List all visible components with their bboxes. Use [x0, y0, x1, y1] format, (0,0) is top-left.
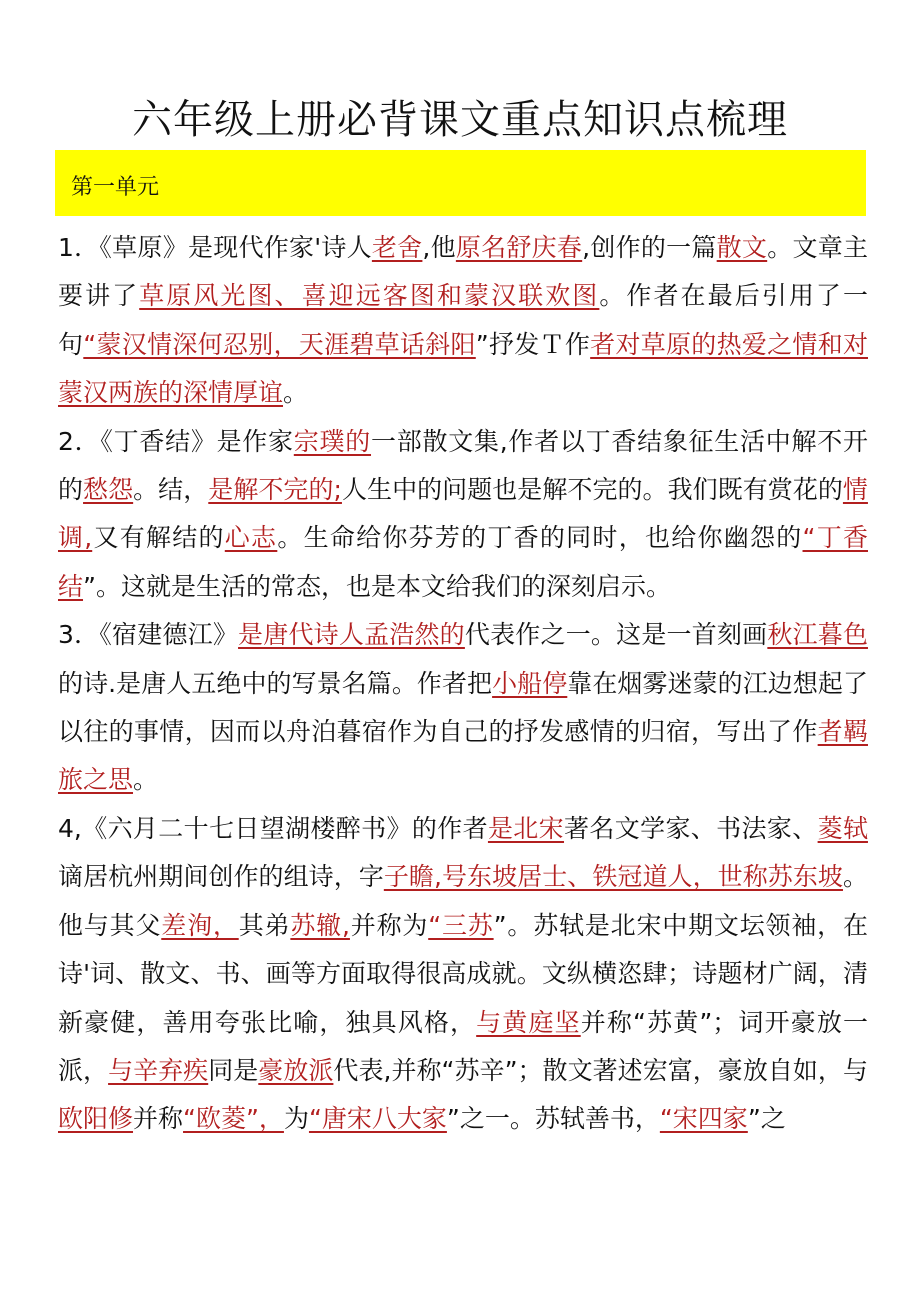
text-segment: 。文章主要讲了	[58, 233, 868, 311]
paragraph-3	[58, 611, 868, 805]
highlighted-phrase: 菱轼	[817, 813, 868, 843]
text-segment: ”之	[747, 1104, 786, 1134]
unit-label: 第一单元	[71, 175, 160, 200]
text-segment: 并称	[133, 1104, 184, 1134]
text-segment: ”。苏轼是北宋中期文坛领袖，在诗'词、散文、书、画等方面取得很高成就。文纵横恣肆；诗题材广阔，清新豪健，善用夸张比喻，独具风格，	[58, 910, 868, 1037]
highlighted-phrase: 情调,	[58, 475, 868, 553]
highlighted-phrase: 草原风光图、喜迎远客图和蒙汉联欢图	[139, 281, 600, 311]
text-segment: 4,《六月二十七日望湖楼醉书》的作者	[58, 813, 488, 843]
text-segment: 。	[133, 765, 159, 795]
highlighted-phrase: 宗璞的	[293, 426, 372, 456]
highlighted-phrase: 原名舒庆春	[455, 233, 583, 262]
text-segment: 著名文学家、书法家、	[564, 813, 818, 843]
text-segment: 代表,并称“苏辛”；散文著述宏富，豪放自如，与	[333, 1055, 868, 1085]
text-segment: 同是	[208, 1055, 259, 1085]
text-segment: 。结，	[133, 475, 209, 505]
highlighted-phrase: 子瞻,号东坡居士、铁冠道人，世称苏东坡	[383, 862, 843, 892]
text-segment: 又有解结的	[92, 523, 225, 553]
highlighted-phrase: 秋江暮色	[767, 620, 868, 650]
text-segment: 3．《宿建德江》	[58, 620, 239, 650]
highlighted-phrase: 小船停	[492, 668, 568, 698]
text-segment: ,他	[422, 233, 456, 262]
text-segment: 并称“苏黄”；词开豪放一派，	[58, 1007, 868, 1085]
text-segment: 2．《丁香结》是作家	[58, 426, 294, 456]
paragraph-1	[58, 224, 868, 418]
text-segment: 。	[283, 378, 309, 408]
text-segment: 。生命给你芬芳的丁香的同时，也给你幽怨的	[277, 523, 803, 553]
text-segment: ”抒发Ｔ作	[475, 329, 591, 359]
text-segment: 为	[283, 1104, 309, 1134]
highlighted-phrase: 苏辙,	[290, 910, 350, 940]
text-segment: 。作者在最后引用了一句	[58, 281, 868, 359]
article-body	[58, 224, 868, 1144]
text-segment: 一部散文集,作者以丁香结象征生活中解不开的	[58, 426, 868, 505]
highlighted-phrase: “唐宋八大家	[308, 1104, 447, 1134]
text-segment: 靠在烟雾迷蒙的江边想起了以往的事情，因而以舟泊暮宿作为自己的抒发感情的归宿，写出了作	[58, 668, 868, 747]
text-segment: 。他与其父	[58, 862, 868, 940]
highlighted-phrase: 者对草原的热爱之情和对蒙汉两族的深情厚谊	[58, 329, 868, 408]
text-segment: 人生中的问题也是解不完的。我们既有赏花的	[341, 475, 843, 505]
highlighted-phrase: 欧阳修	[58, 1104, 134, 1134]
text-segment: 的诗.是唐人五绝中的写景名篇。作者把	[58, 668, 493, 698]
text-segment: ”之一。苏轼善书，	[446, 1104, 660, 1134]
highlighted-phrase: 愁怨	[83, 475, 134, 505]
highlighted-phrase: 心志	[224, 523, 278, 553]
unit-header	[55, 150, 866, 216]
highlighted-phrase: 豪放派	[258, 1055, 334, 1085]
highlighted-phrase: “丁香结	[58, 523, 868, 601]
page-title: 六年级上册必背课文重点知识点梳理	[132, 97, 788, 143]
highlighted-phrase: 是北宋	[487, 813, 565, 843]
paragraph-2	[58, 418, 868, 612]
text-segment: 1．《草原》是现代作家'诗人	[58, 233, 372, 262]
highlighted-phrase: 者羁旅之思	[58, 717, 868, 795]
highlighted-phrase: “三苏	[428, 910, 494, 940]
text-segment: ”。这就是生活的常态，也是本文给我们的深刻启示。	[83, 571, 671, 601]
highlighted-phrase: 差洵，	[161, 910, 239, 940]
text-segment: 代表作之一。这是一首刻画	[464, 620, 768, 650]
highlighted-phrase: 散文	[716, 233, 768, 262]
text-segment: 谪居杭州期间创作的组诗，字	[58, 862, 384, 892]
highlighted-phrase: “欧菱”，	[183, 1104, 284, 1134]
highlighted-phrase: “宋四家	[659, 1104, 748, 1134]
paragraph-4	[58, 805, 868, 1144]
highlighted-phrase: 老舍	[371, 233, 423, 262]
highlighted-phrase: 与辛弃疾	[108, 1055, 209, 1085]
text-segment: 其弟	[238, 910, 291, 940]
highlighted-phrase: 是唐代诗人孟浩然的	[238, 620, 465, 650]
text-segment: 并称为	[349, 910, 429, 940]
text-segment: ,创作的一篇	[582, 233, 717, 262]
highlighted-phrase: 是解不完的;	[208, 475, 342, 505]
highlighted-phrase: “蒙汉情深何忍别，天涯碧草话斜阳	[83, 329, 476, 359]
highlighted-phrase: 与黄庭坚	[476, 1007, 581, 1037]
